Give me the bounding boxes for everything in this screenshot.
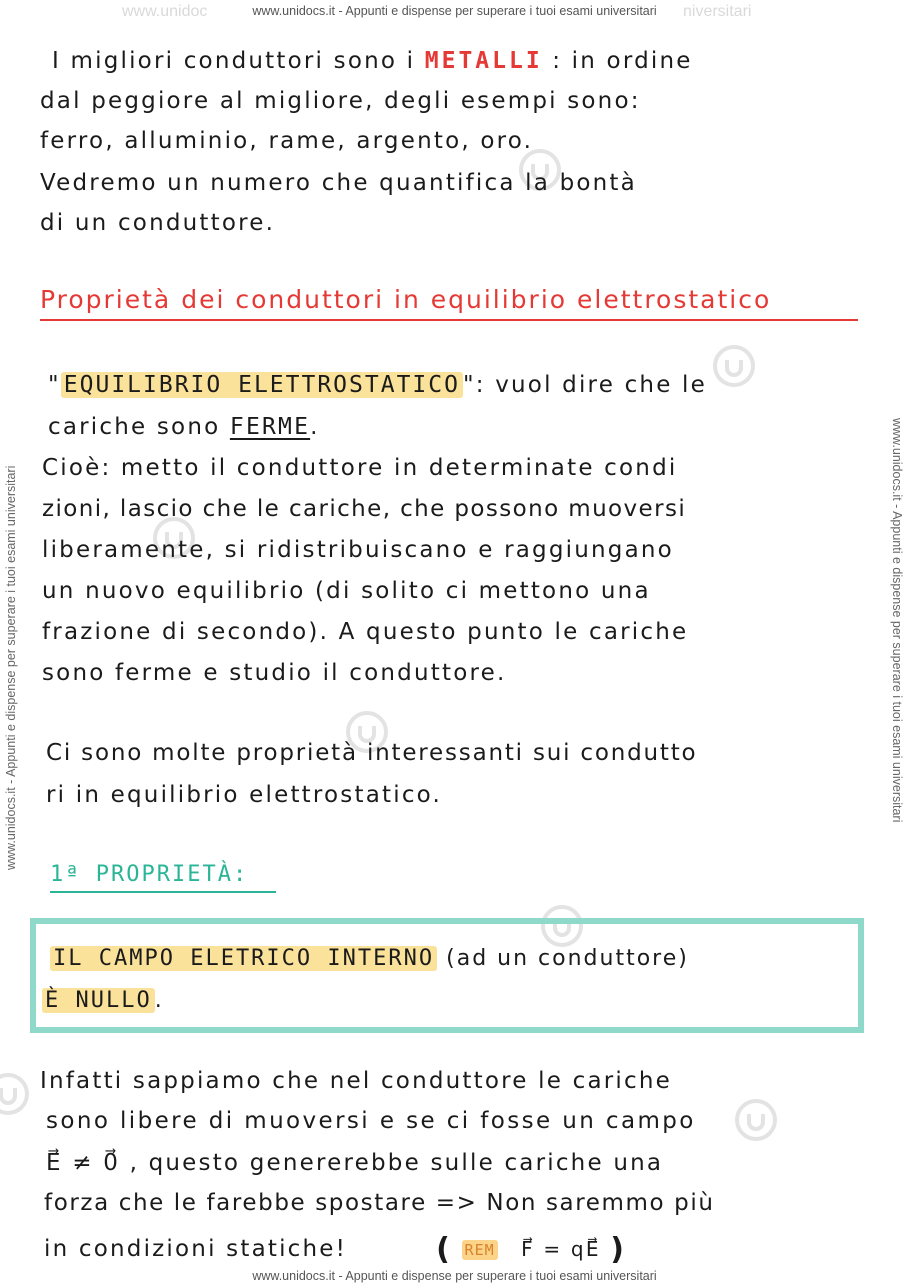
quote-open: ": [48, 372, 61, 398]
infatti-text: in condizioni statiche!: [44, 1236, 348, 1262]
property-box: [30, 918, 864, 1033]
equilibrio-text: cariche sono: [48, 414, 221, 440]
infatti-line-5: [44, 1232, 626, 1267]
intro-line-2: dal peggiore al migliore, degli esempi sono:: [40, 88, 641, 114]
intro-text: I migliori conduttori sono i: [52, 48, 416, 74]
watermark-left: www.unidocs.it - Appunti e dispense per superare i tuoi esami universitari: [4, 465, 18, 870]
intro-line-3: ferro, alluminio, rame, argento, oro.: [40, 128, 534, 154]
equilibrio-line-2: [48, 414, 320, 440]
watermark-ghost-left: www.unidoc: [122, 3, 208, 20]
infatti-line-4: forza che le farebbe spostare => Non saremmo più: [44, 1190, 715, 1216]
section-heading: Proprietà dei conduttori in equilibrio elettrostatico: [40, 285, 772, 314]
watermark-bottom: www.unidocs.it - Appunti e dispense per superare i tuoi esami universitari: [252, 1269, 657, 1283]
equilibrio-line-7: frazione di secondo). A questo punto le cariche: [42, 619, 689, 645]
box-text: (ad un conduttore): [446, 946, 689, 971]
metalli-keyword: METALLI: [424, 48, 543, 74]
equilibrio-line-8: sono ferme e studio il conduttore.: [42, 660, 507, 686]
watermark-top: www.unidocs.it - Appunti e dispense per superare i tuoi esami universitari: [252, 4, 657, 18]
campo-elettrico-highlight: IL CAMPO ELETRICO INTERNO: [50, 946, 437, 971]
equilibrio-line-1: [48, 372, 707, 398]
equilibrio-line-4: zioni, lascio che le cariche, che possono muoversi: [42, 496, 687, 522]
box-line-1: [50, 946, 689, 971]
equilibrio-line-6: un nuovo equilibrio (di solito ci mettono una: [42, 578, 651, 604]
watermark-logo-icon: [0, 1072, 30, 1116]
infatti-line-2: sono libere di muoversi e se ci fosse un campo: [46, 1108, 696, 1134]
section-heading-underline: [40, 319, 858, 321]
ren-formula: F⃗ = qE⃗: [521, 1237, 601, 1261]
ferme-keyword: FERME: [229, 414, 311, 440]
watermark-ghost-right: niversitari: [683, 3, 752, 20]
prop1-heading-underline: [50, 891, 276, 893]
intro-text: : in ordine: [552, 48, 693, 74]
equilibrio-line-3: Cioè: metto il conduttore in determinate condi: [42, 455, 678, 481]
intro-line-5: di un conduttore.: [40, 210, 276, 236]
ren-paren-open: (: [436, 1232, 453, 1267]
intro-line-4: Vedremo un numero che quantifica la bontà: [40, 170, 637, 196]
prop1-heading: 1ª PROPRIETÀ:: [50, 862, 249, 887]
equilibrio-text: ": vuol dire che le: [462, 372, 707, 398]
infatti-line-1: Infatti sappiamo che nel conduttore le cariche: [40, 1068, 672, 1094]
watermark-logo-icon: [712, 344, 756, 388]
equilibrio-text: .: [310, 414, 320, 440]
watermark-right: www.unidocs.it - Appunti e dispense per superare i tuoi esami universitari: [890, 418, 904, 823]
equilibrio-term-highlight: EQUILIBRIO ELETTROSTATICO: [61, 372, 463, 398]
watermark-logo-icon: [734, 1098, 778, 1142]
intro-line-1: [52, 48, 693, 74]
infatti-line-3: E⃗ ≠ 0⃗ , questo genererebbe sulle cariche una: [46, 1150, 664, 1176]
ren-label-highlight: REM: [462, 1240, 498, 1260]
equilibrio-line-5: liberamente, si ridistribuiscano e raggiungano: [42, 537, 674, 563]
box-text: .: [154, 988, 164, 1013]
proprieta-intro-line-2: ri in equilibrio elettrostatico.: [46, 782, 443, 808]
ren-paren-close: ): [610, 1232, 627, 1267]
box-line-2: [42, 988, 164, 1013]
nullo-highlight: È NULLO: [42, 988, 155, 1013]
proprieta-intro-line-1: Ci sono molte proprietà interessanti sui condutto: [46, 740, 698, 766]
